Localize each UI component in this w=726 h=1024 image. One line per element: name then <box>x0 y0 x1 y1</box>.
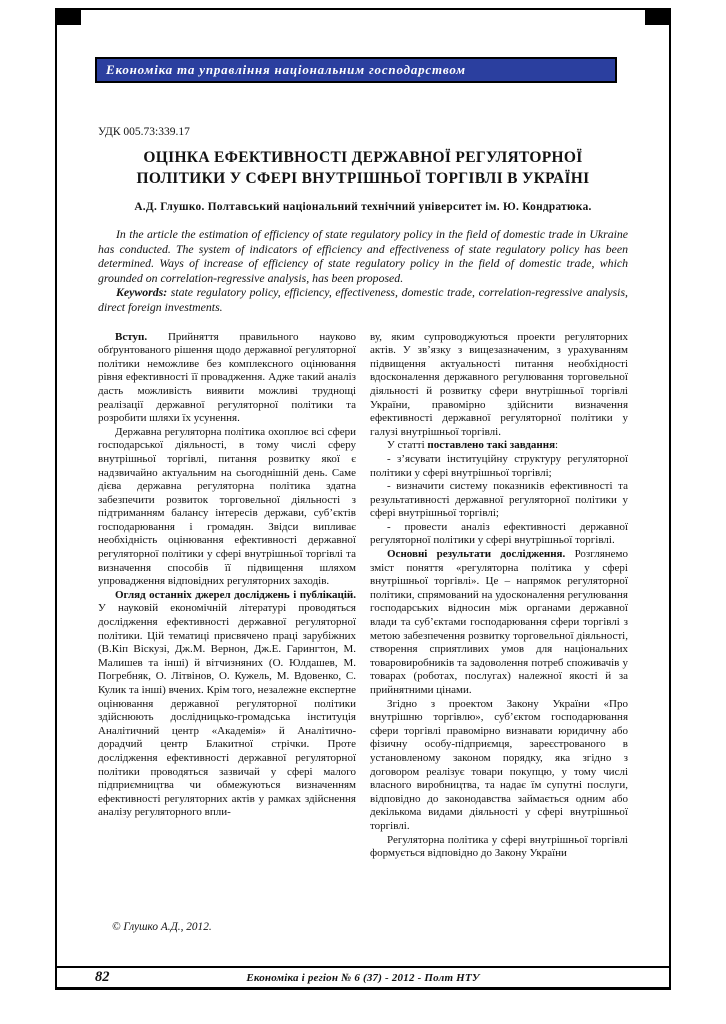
journal-footer-line: Економіка і регіон № 6 (37) - 2012 - Полт НТУ <box>246 971 480 984</box>
page-footer <box>57 968 669 987</box>
list-item-task-1 <box>370 453 628 480</box>
article-title-line-1: ОЦІНКА ЕФЕКТИВНОСТІ ДЕРЖАВНОЇ РЕГУЛЯТОРНОЇ <box>143 149 583 166</box>
paragraph-text: - провести аналіз ефективності державної регуляторної політики у сфері внутрішньої торгівлі. <box>370 520 628 547</box>
column-left <box>98 331 356 933</box>
corner-block-right <box>645 8 671 25</box>
frame-line-bottom <box>55 987 671 990</box>
frame-line-right <box>669 8 671 990</box>
journal-header-band-label: Економіка та управління національним господарством <box>106 62 466 77</box>
article-title <box>98 148 628 189</box>
keywords-label: Keywords: <box>116 285 171 300</box>
corner-block-left <box>55 8 81 25</box>
article-title-line-2: ПОЛІТИКИ У СФЕРІ ВНУТРІШНЬОЇ ТОРГІВЛІ В УКРАЇНІ <box>136 169 590 187</box>
keywords-paragraph <box>98 285 628 314</box>
paragraph-main-results <box>370 548 628 698</box>
paragraph-text: Згідно з проектом Закону України «Про внутрішню торгівлю», суб’єктом господарювання сфери торгівлі правомірно визнавати юридичну або фізичну особу-підприємця, зареєстрованого в установленому законом порядку, яка згідно з договором реалізує товари покупцю, у тому числі власного виробництва, та надає їм супутні послуги, відповідно до законодавства займається одним або декількома видами діяльності у сфері внутрішньої торгівлі. <box>370 697 628 832</box>
author-line: А.Д. Глушко. Полтавський національний технічний університет ім. Ю. Кондратюка. <box>134 201 592 213</box>
paragraph-pre: У статті <box>387 439 428 452</box>
paragraph-continuation <box>370 331 628 440</box>
frame-line-left <box>55 8 57 990</box>
paragraph-lead: Основні результати дослідження. <box>387 548 575 561</box>
paragraph-intro <box>98 331 356 426</box>
abstract-paragraph: In the article the estimation of efficiency of state regulatory policy in the field of domestic trade in Ukraine has conducted. The system of indicators of efficiency and effectiveness of state regulatory policy has been determined. Ways of increase of efficiency of state regulatory policy in the field of domestic trade, which grounded on correlation-regressive analysis, has been proposed. <box>98 227 628 285</box>
udk-code: УДК 005.73:339.17 <box>98 126 190 138</box>
paragraph-lead: Вступ. <box>115 330 168 343</box>
paragraph-text: ву, яким супроводжуються проекти регуляторних актів. У зв’язку з вищезазначеним, з урахуванням підвищення актуальності питання необхідності вдосконалення державного регулювання торговельної діяльності й розвитку сфери внутрішньої торгівлі України, правомірно здійснити визначення ефективності державної регуляторної політики у галузі внутрішньої торгівлі. <box>370 330 628 438</box>
frame-line-top <box>55 8 671 10</box>
paragraph-lead: поставлено такі завдання <box>427 439 556 452</box>
copyright-note: © Глушко А.Д., 2012. <box>112 920 212 933</box>
paragraph-text: Розглянемо зміст поняття «регуляторна політика у сфері внутрішньої торгівлі». Це – напрямок регуляторної політики, спрямований на удосконалення регулювання господарських відносин між органами державної влади та суб’єктами господарювання сфери торгівлі з метою забезпечення розвитку торговельної діяльності, створення сприятливих умов для національних товаровиробників та задоволення потреб споживачів у товарах (роботах, послугах) належної якості й за прийнятними цінами. <box>370 548 628 696</box>
journal-header-band <box>95 57 617 83</box>
paragraph-text: Регуляторна політика у сфері внутрішньої торгівлі формується відповідно до Закону України <box>370 833 628 860</box>
paragraph-text: - визначити систему показників ефективності та результативності державної регуляторної політики у сфері внутрішньої торгівлі; <box>370 480 628 520</box>
list-item-task-3 <box>370 521 628 548</box>
page-number: 82 <box>95 969 110 985</box>
paragraph-lead: Огляд останніх джерел досліджень і публікацій. <box>115 588 356 601</box>
paragraph-text: Прийняття правильного науково обґрунтованого рішення щодо державної регуляторної політики неможливе без комплексного оцінювання рівня ефективності її провадження. Адже такий аналіз дасть можливість виявити можливі труднощі реалізації державної регуляторної політики та розробити шляхи їх усунення. <box>98 330 356 425</box>
paragraph <box>370 834 628 861</box>
paragraph-sources-review <box>98 589 356 820</box>
paragraph-text: : <box>555 439 559 452</box>
paragraph <box>370 698 628 834</box>
paragraph-text: - з’ясувати інституційну структуру регуляторної політики у сфері внутрішньої торгівлі; <box>370 452 628 479</box>
list-item-task-2 <box>370 480 628 521</box>
paragraph-text: Державна регуляторна політика охоплює всі сфери господарської діяльності, в тому числі сферу внутрішньої торгівлі, питання розвитку якої є надзвичайно актуальним на сьогоднішній день. Саме дієва державна регуляторна політика здатна забезпечити розвиток торговельної діяльності з підтриманням балансу інтересів держави, суб’єктів господарювання і громадян. Звідси випливає необхідність оцінювання ефективності державної регуляторної політики у сфері внутрішньої торгівлі та визначення способів її підвищення шляхом упровадження відповідних регуляторних заходів. <box>98 425 356 588</box>
article-columns <box>98 331 628 933</box>
column-right <box>370 331 628 933</box>
paragraph-text: У науковій економічній літературі проводяться дослідження ефективності державної регуляторної політики. Цій тематиці присвячено праці зарубіжних (В.Кіп Віскузі, Дж.М. Вернон, Дж.Е. Гарингтон, М. Малишев та інші) й вітчизняних (О. Юлдашев, М. Погребняк, О. Літвінов, О. Кужель, М. Вдовенко, С. Кулик та інші) вчених. Крім того, незалежне експертне оцінювання державної регуляторної політики здійснюють дослідницько-громадська інституція Аналітичний центр «Академія» й Аналітично-дорадчий центр Блакитної стрічки. Проте дослідження ефективності державної регуляторної політики проводяться зазвичай у сфері малого підприємництва чи обмежуються визначенням ефективності регуляторних актів у рамках здійснення аналізу регуляторного впли- <box>98 602 356 819</box>
article-content <box>98 126 628 933</box>
paragraph-tasks-intro <box>370 439 628 453</box>
keywords-text: state regulatory policy, efficiency, effectiveness, domestic trade, correlation-regressive analysis, direct foreign investments. <box>98 285 628 314</box>
paragraph <box>98 426 356 589</box>
